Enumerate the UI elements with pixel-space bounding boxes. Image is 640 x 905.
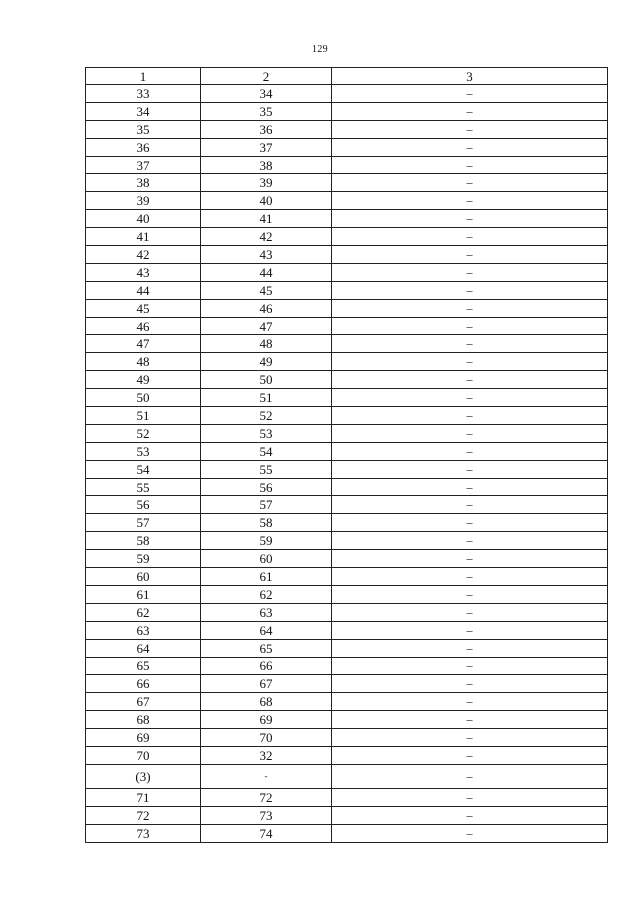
table-cell-col-2: 40 — [201, 192, 332, 210]
table-cell-col-1: 34 — [86, 102, 201, 120]
column-header-3: 3 — [332, 68, 608, 85]
table-row — [86, 156, 608, 174]
table-row — [86, 514, 608, 532]
table-cell-col-1: 46 — [86, 317, 201, 335]
table-cell-col-2: 44 — [201, 263, 332, 281]
table-cell-col-1: 50 — [86, 389, 201, 407]
table-cell-col-3: – — [332, 299, 608, 317]
table-cell-col-2: 34 — [201, 85, 332, 103]
table-cell-col-1: 33 — [86, 85, 201, 103]
table-row — [86, 675, 608, 693]
table-row — [86, 424, 608, 442]
table-cell-col-2: 73 — [201, 806, 332, 824]
table-cell-col-2: 58 — [201, 514, 332, 532]
table-cell-col-3: – — [332, 675, 608, 693]
table-cell-col-3: – — [332, 711, 608, 729]
table-cell-col-3: – — [332, 120, 608, 138]
table-row — [86, 657, 608, 675]
table-cell-col-3: – — [332, 102, 608, 120]
table-cell-col-1: 56 — [86, 496, 201, 514]
table-cell-col-3: – — [332, 335, 608, 353]
table-cell-col-3: – — [332, 156, 608, 174]
table-cell-col-3: – — [332, 788, 608, 806]
table-cell-col-2: 51 — [201, 389, 332, 407]
table-cell-col-1: 45 — [86, 299, 201, 317]
table-cell-col-2: 45 — [201, 281, 332, 299]
table-cell-col-3: – — [332, 85, 608, 103]
table-row — [86, 263, 608, 281]
table-row — [86, 281, 608, 299]
table-row — [86, 210, 608, 228]
table-cell-col-2: 32 — [201, 746, 332, 764]
table-row — [86, 568, 608, 586]
table-cell-col-1: (3) — [86, 764, 201, 788]
table-row — [86, 407, 608, 425]
table-cell-col-3: – — [332, 389, 608, 407]
table-cell-col-2: 67 — [201, 675, 332, 693]
table-cell-col-2: 35 — [201, 102, 332, 120]
table-row — [86, 371, 608, 389]
table-cell-col-3: – — [332, 532, 608, 550]
table-cell-col-1: 62 — [86, 603, 201, 621]
table-header — [86, 68, 608, 85]
table-cell-col-1: 37 — [86, 156, 201, 174]
table-cell-col-3: – — [332, 192, 608, 210]
table-cell-col-3: – — [332, 138, 608, 156]
table-cell-col-1: 72 — [86, 806, 201, 824]
table-cell-col-3: – — [332, 478, 608, 496]
table-row — [86, 639, 608, 657]
table-row — [86, 729, 608, 747]
data-table — [85, 67, 608, 843]
table-cell-col-1: 40 — [86, 210, 201, 228]
table-row — [86, 478, 608, 496]
table-cell-col-1: 49 — [86, 371, 201, 389]
table-cell-col-2: 63 — [201, 603, 332, 621]
table-cell-col-2: 39 — [201, 174, 332, 192]
table-row — [86, 228, 608, 246]
table-cell-col-3: – — [332, 621, 608, 639]
table-cell-col-3: – — [332, 496, 608, 514]
table-cell-col-3: – — [332, 210, 608, 228]
table-row — [86, 788, 608, 806]
table-cell-col-1: 38 — [86, 174, 201, 192]
table-row — [86, 496, 608, 514]
table-cell-col-3: – — [332, 746, 608, 764]
table-cell-col-1: 39 — [86, 192, 201, 210]
table-row — [86, 174, 608, 192]
table-cell-col-2: 41 — [201, 210, 332, 228]
table-cell-col-3: – — [332, 693, 608, 711]
table-cell-col-2: 64 — [201, 621, 332, 639]
table-cell-col-1: 58 — [86, 532, 201, 550]
table-cell-col-3: – — [332, 228, 608, 246]
table-cell-col-2: 65 — [201, 639, 332, 657]
table-cell-col-1: 52 — [86, 424, 201, 442]
table-cell-col-1: 67 — [86, 693, 201, 711]
table-row — [86, 693, 608, 711]
table-cell-col-3: – — [332, 174, 608, 192]
table-row — [86, 806, 608, 824]
table-cell-col-1: 42 — [86, 246, 201, 264]
table-cell-col-3: – — [332, 460, 608, 478]
table-cell-col-2: 37 — [201, 138, 332, 156]
table-row — [86, 746, 608, 764]
table-cell-col-1: 36 — [86, 138, 201, 156]
table-cell-col-1: 54 — [86, 460, 201, 478]
table-cell-col-1: 55 — [86, 478, 201, 496]
table-row — [86, 353, 608, 371]
table-cell-col-1: 71 — [86, 788, 201, 806]
table-cell-col-2: 38 — [201, 156, 332, 174]
table-cell-col-2: 60 — [201, 550, 332, 568]
table-cell-col-1: 48 — [86, 353, 201, 371]
column-header-2: 2 — [201, 68, 332, 85]
table-cell-col-3: – — [332, 442, 608, 460]
table-cell-col-2: 53 — [201, 424, 332, 442]
table-cell-col-1: 44 — [86, 281, 201, 299]
table-cell-col-3: – — [332, 407, 608, 425]
table-cell-col-2: 59 — [201, 532, 332, 550]
table-cell-col-2: 72 — [201, 788, 332, 806]
table-row — [86, 711, 608, 729]
table-cell-col-2: 62 — [201, 585, 332, 603]
table-cell-col-1: 70 — [86, 746, 201, 764]
table-row — [86, 621, 608, 639]
table-cell-col-2: 46 — [201, 299, 332, 317]
table-cell-col-3: – — [332, 639, 608, 657]
table-cell-col-1: 59 — [86, 550, 201, 568]
table-cell-col-2: 69 — [201, 711, 332, 729]
table-cell-col-3: – — [332, 281, 608, 299]
table-cell-col-2: 57 — [201, 496, 332, 514]
table-cell-col-1: 68 — [86, 711, 201, 729]
table-cell-col-1: 60 — [86, 568, 201, 586]
table-row — [86, 389, 608, 407]
table-row — [86, 764, 608, 788]
table-row — [86, 532, 608, 550]
page-number: 129 — [312, 44, 328, 55]
column-header-1: 1 — [86, 68, 201, 85]
table-cell-col-3: – — [332, 806, 608, 824]
table-row — [86, 335, 608, 353]
table-cell-col-2: 70 — [201, 729, 332, 747]
table-cell-col-2: - — [201, 764, 332, 788]
table-cell-col-3: – — [332, 550, 608, 568]
table-cell-col-2: 74 — [201, 824, 332, 842]
table-row — [86, 120, 608, 138]
table-row — [86, 824, 608, 842]
table-row — [86, 138, 608, 156]
table-cell-col-2: 56 — [201, 478, 332, 496]
table-body — [86, 85, 608, 843]
table-row — [86, 85, 608, 103]
table-cell-col-2: 50 — [201, 371, 332, 389]
table-cell-col-3: – — [332, 603, 608, 621]
table-cell-col-3: – — [332, 317, 608, 335]
table-cell-col-1: 47 — [86, 335, 201, 353]
table-cell-col-1: 63 — [86, 621, 201, 639]
table-cell-col-1: 53 — [86, 442, 201, 460]
table-row — [86, 550, 608, 568]
table-row — [86, 102, 608, 120]
table-cell-col-2: 52 — [201, 407, 332, 425]
table-cell-col-1: 57 — [86, 514, 201, 532]
table-cell-col-1: 73 — [86, 824, 201, 842]
table-cell-col-1: 65 — [86, 657, 201, 675]
table-cell-col-1: 35 — [86, 120, 201, 138]
table-cell-col-2: 47 — [201, 317, 332, 335]
table-cell-col-3: – — [332, 657, 608, 675]
table-row — [86, 585, 608, 603]
table-row — [86, 192, 608, 210]
table-row — [86, 299, 608, 317]
table-cell-col-3: – — [332, 729, 608, 747]
table-cell-col-2: 55 — [201, 460, 332, 478]
table-cell-col-3: – — [332, 568, 608, 586]
table-cell-col-1: 41 — [86, 228, 201, 246]
table-cell-col-1: 51 — [86, 407, 201, 425]
table-cell-col-3: – — [332, 585, 608, 603]
header-row — [86, 68, 608, 85]
table-row — [86, 442, 608, 460]
table-cell-col-3: – — [332, 424, 608, 442]
table-cell-col-3: – — [332, 514, 608, 532]
table-cell-col-1: 64 — [86, 639, 201, 657]
table-cell-col-3: – — [332, 764, 608, 788]
table-cell-col-2: 61 — [201, 568, 332, 586]
table-cell-col-1: 66 — [86, 675, 201, 693]
table-cell-col-1: 69 — [86, 729, 201, 747]
table-row — [86, 317, 608, 335]
table-row — [86, 460, 608, 478]
table-cell-col-3: – — [332, 246, 608, 264]
table-cell-col-2: 68 — [201, 693, 332, 711]
table-row — [86, 603, 608, 621]
table-cell-col-2: 48 — [201, 335, 332, 353]
table-cell-col-3: – — [332, 353, 608, 371]
table-cell-col-3: – — [332, 263, 608, 281]
table-cell-col-1: 43 — [86, 263, 201, 281]
table-cell-col-2: 36 — [201, 120, 332, 138]
table-cell-col-3: – — [332, 371, 608, 389]
table-cell-col-2: 42 — [201, 228, 332, 246]
table-cell-col-2: 54 — [201, 442, 332, 460]
table-cell-col-2: 49 — [201, 353, 332, 371]
table-row — [86, 246, 608, 264]
table-cell-col-2: 43 — [201, 246, 332, 264]
table-cell-col-2: 66 — [201, 657, 332, 675]
table-cell-col-1: 61 — [86, 585, 201, 603]
table-cell-col-3: – — [332, 824, 608, 842]
